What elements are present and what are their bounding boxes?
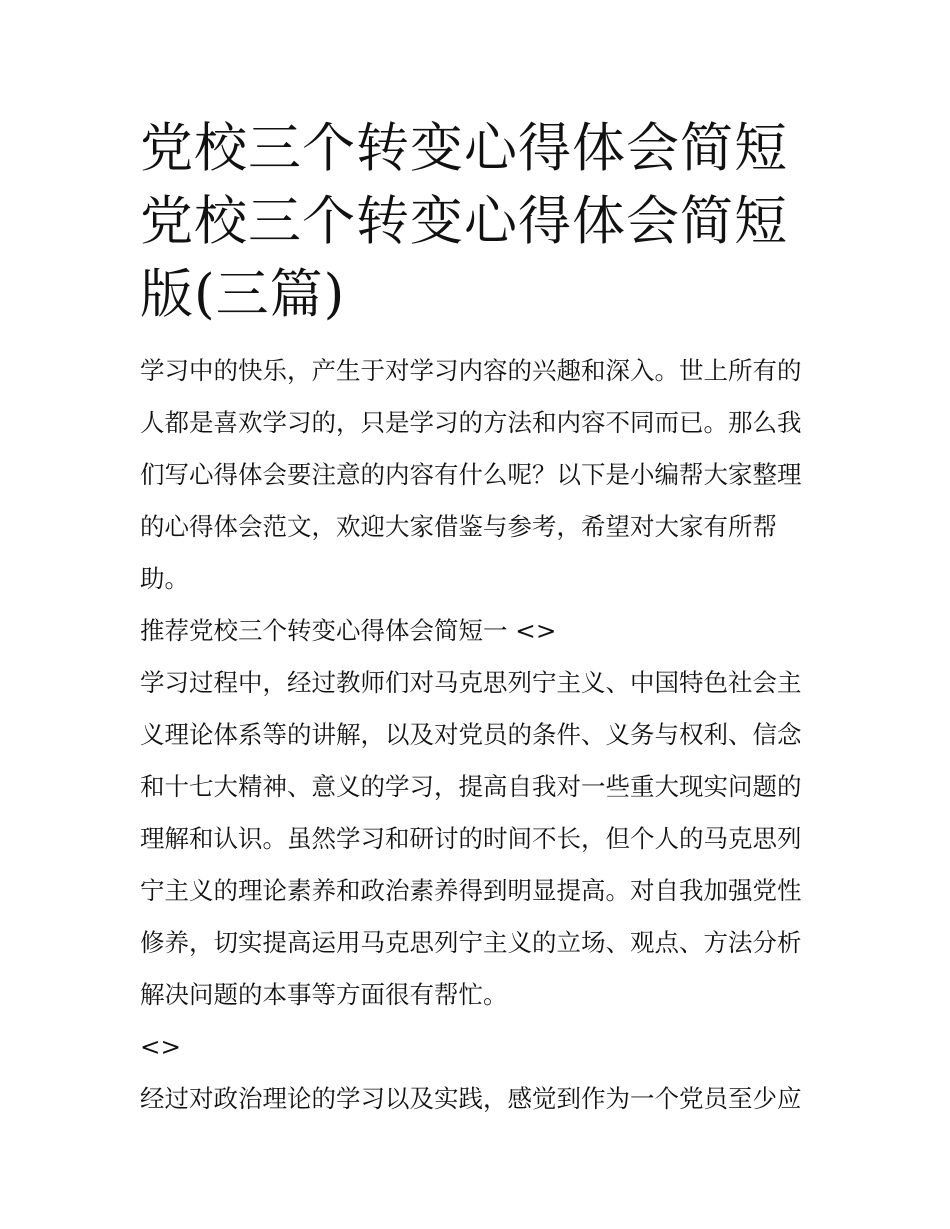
- body-paragraph: 学习过程中，经过教师们对马克思列宁主义、中国特色社会主义理论体系等的讲解，以及对党员的条件、义务与权利、信念和十七大精神、意义的学习，提高自我对一些重大现实问题的理解和认识。虽然学习和研讨的时间不长，但个人的马克思列宁主义的理论素养和政治素养得到明显提高。对自我加强党性修养，切实提高运用马克思列宁主义的立场、观点、方法分析解决问题的本事等方面很有帮忙。: [140, 668, 802, 1009]
- document-body: [140, 345, 815, 1125]
- section-heading: 推荐党校三个转变心得体会简短一 <>: [140, 616, 557, 645]
- body-paragraph-partial: 经过对政治理论的学习以及实践，感觉到作为一个党员至少应: [140, 1084, 802, 1113]
- intro-paragraph: 学习中的快乐，产生于对学习内容的兴趣和深入。世上所有的人都是喜欢学习的，只是学习的方法和内容不同而已。那么我们写心得体会要注意的内容有什么呢？以下是小编帮大家整理的心得体会范文，欢迎大家借鉴与参考，希望对大家有所帮助。: [140, 356, 802, 593]
- document-title: 党校三个转变心得体会简短 党校三个转变心得体会简短版(三篇): [140, 118, 788, 325]
- separator-text: <>: [140, 1032, 182, 1061]
- document-page: [140, 112, 815, 1125]
